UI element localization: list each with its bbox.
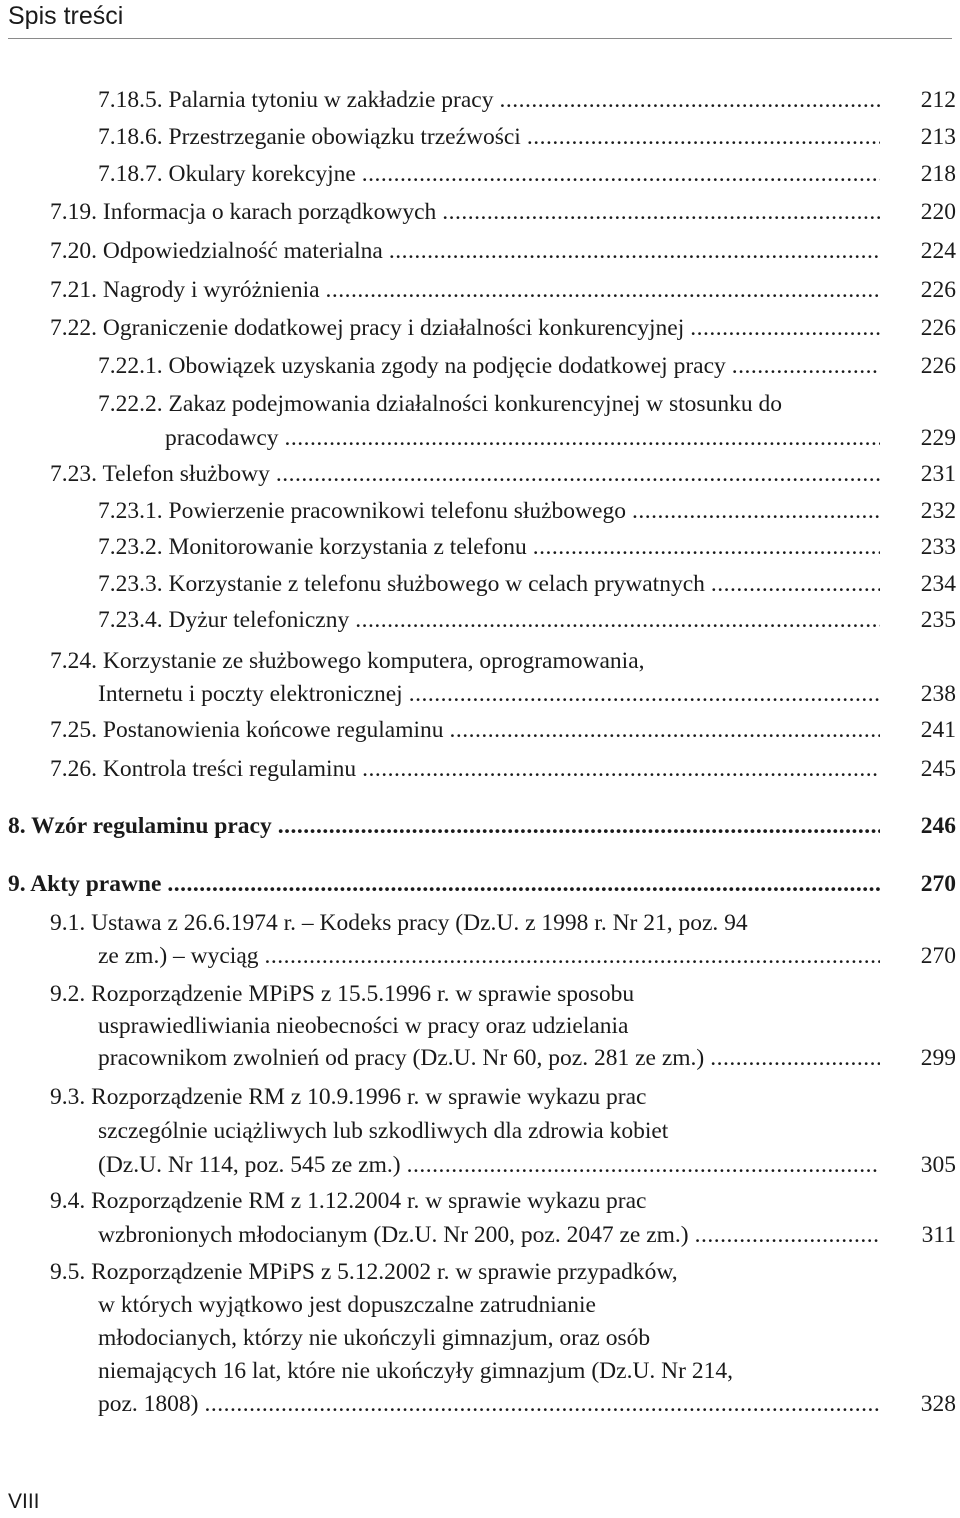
dot-leader [362,753,880,785]
toc-page-number: 226 [920,353,956,379]
toc-entry-title: 7.22.1. Obowiązek uzyskania zgody na podjęcie dodatkowej pracy [98,353,726,379]
toc-entry-title: 7.22. Ograniczenie dodatkowej pracy i działalności konkurencyjnej [50,315,685,341]
toc-page-number: 232 [920,498,956,524]
toc-entry-title: 7.19. Informacja o karach porządkowych [50,199,437,225]
toc-entry-title: 7.23.3. Korzystanie z telefonu służbowego w celach prywatnych [98,571,705,597]
toc-entry[interactable] [0,350,960,382]
dot-leader [285,422,880,454]
toc-entry[interactable] [0,235,960,267]
dot-leader [732,350,880,382]
toc-page-number: 311 [921,1222,956,1248]
toc-entry[interactable] [0,753,960,785]
page-header [8,0,952,39]
toc-entry[interactable] [0,810,960,842]
toc-entry-title: 7.20. Odpowiedzialność materialna [50,238,383,264]
toc-entry-title: 9.3. Rozporządzenie RM z 10.9.1996 r. w sprawie wykazu prac [50,1084,647,1110]
toc-entry-title: pracodawcy [165,425,279,451]
toc-entry-title: pracownikom zwolnień od pracy (Dz.U. Nr 60, poz. 281 ze zm.) [98,1045,705,1071]
toc-entry-title: w których wyjątkowo jest dopuszczalne zatrudnianie [98,1292,596,1318]
toc-entry-title: 7.18.6. Przestrzeganie obowiązku trzeźwości [98,124,521,150]
toc-entry[interactable] [0,121,960,153]
dot-leader [533,531,880,563]
toc-entry[interactable] [0,604,960,636]
toc-entry-title: 8. Wzór regulaminu pracy [8,813,272,839]
toc-entry-title: Internetu i poczty elektronicznej [98,681,403,707]
toc-page-number: 233 [920,534,956,560]
page-number: VIII [8,1490,40,1513]
toc-entry-title: 7.23.2. Monitorowanie korzystania z telefonu [98,534,527,560]
toc-entry[interactable] [0,1256,960,1421]
dot-leader [389,235,880,267]
toc-page-number: 270 [920,871,956,897]
toc-entry-title: niemających 16 lat, które nie ukończyły gimnazjum (Dz.U. Nr 214, [98,1358,733,1384]
toc-entry-title: (Dz.U. Nr 114, poz. 545 ze zm.) [98,1152,401,1178]
dot-leader [278,810,880,842]
toc-entry[interactable] [0,531,960,563]
dot-leader [450,714,880,746]
dot-leader [355,604,880,636]
toc-entry-title: 9.5. Rozporządzenie MPiPS z 5.12.2002 r. w sprawie przypadków, [50,1259,678,1285]
toc-entry-title: 9. Akty prawne [8,871,162,897]
toc-page-number: 226 [920,315,956,341]
dot-leader [632,495,880,527]
toc-entry[interactable] [0,388,960,456]
dot-leader [205,1388,880,1420]
toc-entry-title: poz. 1808) [98,1391,199,1417]
dot-leader [442,196,880,228]
dot-leader [710,1042,880,1074]
toc-page-number: 220 [920,199,956,225]
toc-page-number: 270 [920,943,956,969]
toc-entry-title: 7.24. Korzystanie ze służbowego komputera, oprogramowania, [50,648,645,674]
toc-entry-title: 7.23. Telefon służbowy [50,461,270,487]
toc-entry[interactable] [0,907,960,973]
toc-entry[interactable] [0,1185,960,1253]
toc-page-number: 299 [920,1045,956,1071]
toc-entry-title: 9.2. Rozporządzenie MPiPS z 15.5.1996 r. w sprawie sposobu [50,981,635,1007]
toc-page-number: 241 [920,717,956,743]
toc-entry[interactable] [0,1081,960,1183]
toc-page-number: 231 [920,461,956,487]
dot-leader [409,678,880,710]
toc-entry-title: 7.21. Nagrody i wyróżnienia [50,277,320,303]
toc-entry-title: ze zm.) – wyciąg [98,943,259,969]
toc-entry-title: 7.25. Postanowienia końcowe regulaminu [50,717,444,743]
toc-entry-title: wzbronionych młodocianym (Dz.U. Nr 200, poz. 2047 ze zm.) [98,1222,689,1248]
dot-leader [499,84,880,116]
toc-entry[interactable] [0,978,960,1074]
toc-entry-title: 7.26. Kontrola treści regulaminu [50,756,357,782]
toc-entry[interactable] [0,274,960,306]
toc-entry[interactable] [0,645,960,711]
toc-page-number: 235 [920,607,956,633]
toc-entry[interactable] [0,84,960,116]
dot-leader [362,158,880,190]
toc-entry-title: 9.1. Ustawa z 26.6.1974 r. – Kodeks pracy (Dz.U. z 1998 r. Nr 21, poz. 94 [50,910,748,936]
dot-leader [276,458,880,490]
toc-entry[interactable] [0,714,960,746]
toc-entry[interactable] [0,458,960,490]
toc-entry-title: usprawiedliwiania nieobecności w pracy oraz udzielania [98,1013,629,1039]
toc-page-number: 246 [920,813,956,839]
toc-entry-title: 7.18.7. Okulary korekcyjne [98,161,356,187]
toc-page-number: 238 [920,681,956,707]
toc-page-number: 234 [920,571,956,597]
dot-leader [265,940,880,972]
dot-leader [711,568,880,600]
toc-entry[interactable] [0,196,960,228]
toc-entry-title: szczególnie uciążliwych lub szkodliwych dla zdrowia kobiet [98,1118,669,1144]
dot-leader [527,121,880,153]
dot-leader [695,1219,880,1251]
toc-page-number: 245 [920,756,956,782]
toc-page-number: 328 [920,1391,956,1417]
toc-page-number: 305 [920,1152,956,1178]
toc-entry[interactable] [0,495,960,527]
toc-entry-title: 9.4. Rozporządzenie RM z 1.12.2004 r. w sprawie wykazu prac [50,1188,647,1214]
toc-page-number: 224 [920,238,956,264]
toc-page-number: 212 [920,87,956,113]
toc-page-number: 229 [920,425,956,451]
dot-leader [326,274,880,306]
toc-entry[interactable] [0,158,960,190]
toc-entry[interactable] [0,868,960,900]
toc-page-number: 213 [920,124,956,150]
dot-leader [690,312,880,344]
toc-entry[interactable] [0,312,960,344]
toc-page-number: 218 [920,161,956,187]
toc-entry-title: 7.18.5. Palarnia tytoniu w zakładzie pracy [98,87,494,113]
dot-leader [407,1149,880,1181]
toc-entry-title: 7.23.4. Dyżur telefoniczny [98,607,350,633]
toc-entry[interactable] [0,568,960,600]
toc-page-number: 226 [920,277,956,303]
toc-entry-title: młodocianych, którzy nie ukończyli gimnazjum, oraz osób [98,1325,651,1351]
header-title: Spis treści [8,2,124,30]
toc-entry-title: 7.23.1. Powierzenie pracownikowi telefonu służbowego [98,498,626,524]
dot-leader [167,868,880,900]
toc-entry-title: 7.22.2. Zakaz podejmowania działalności konkurencyjnej w stosunku do [98,391,782,417]
